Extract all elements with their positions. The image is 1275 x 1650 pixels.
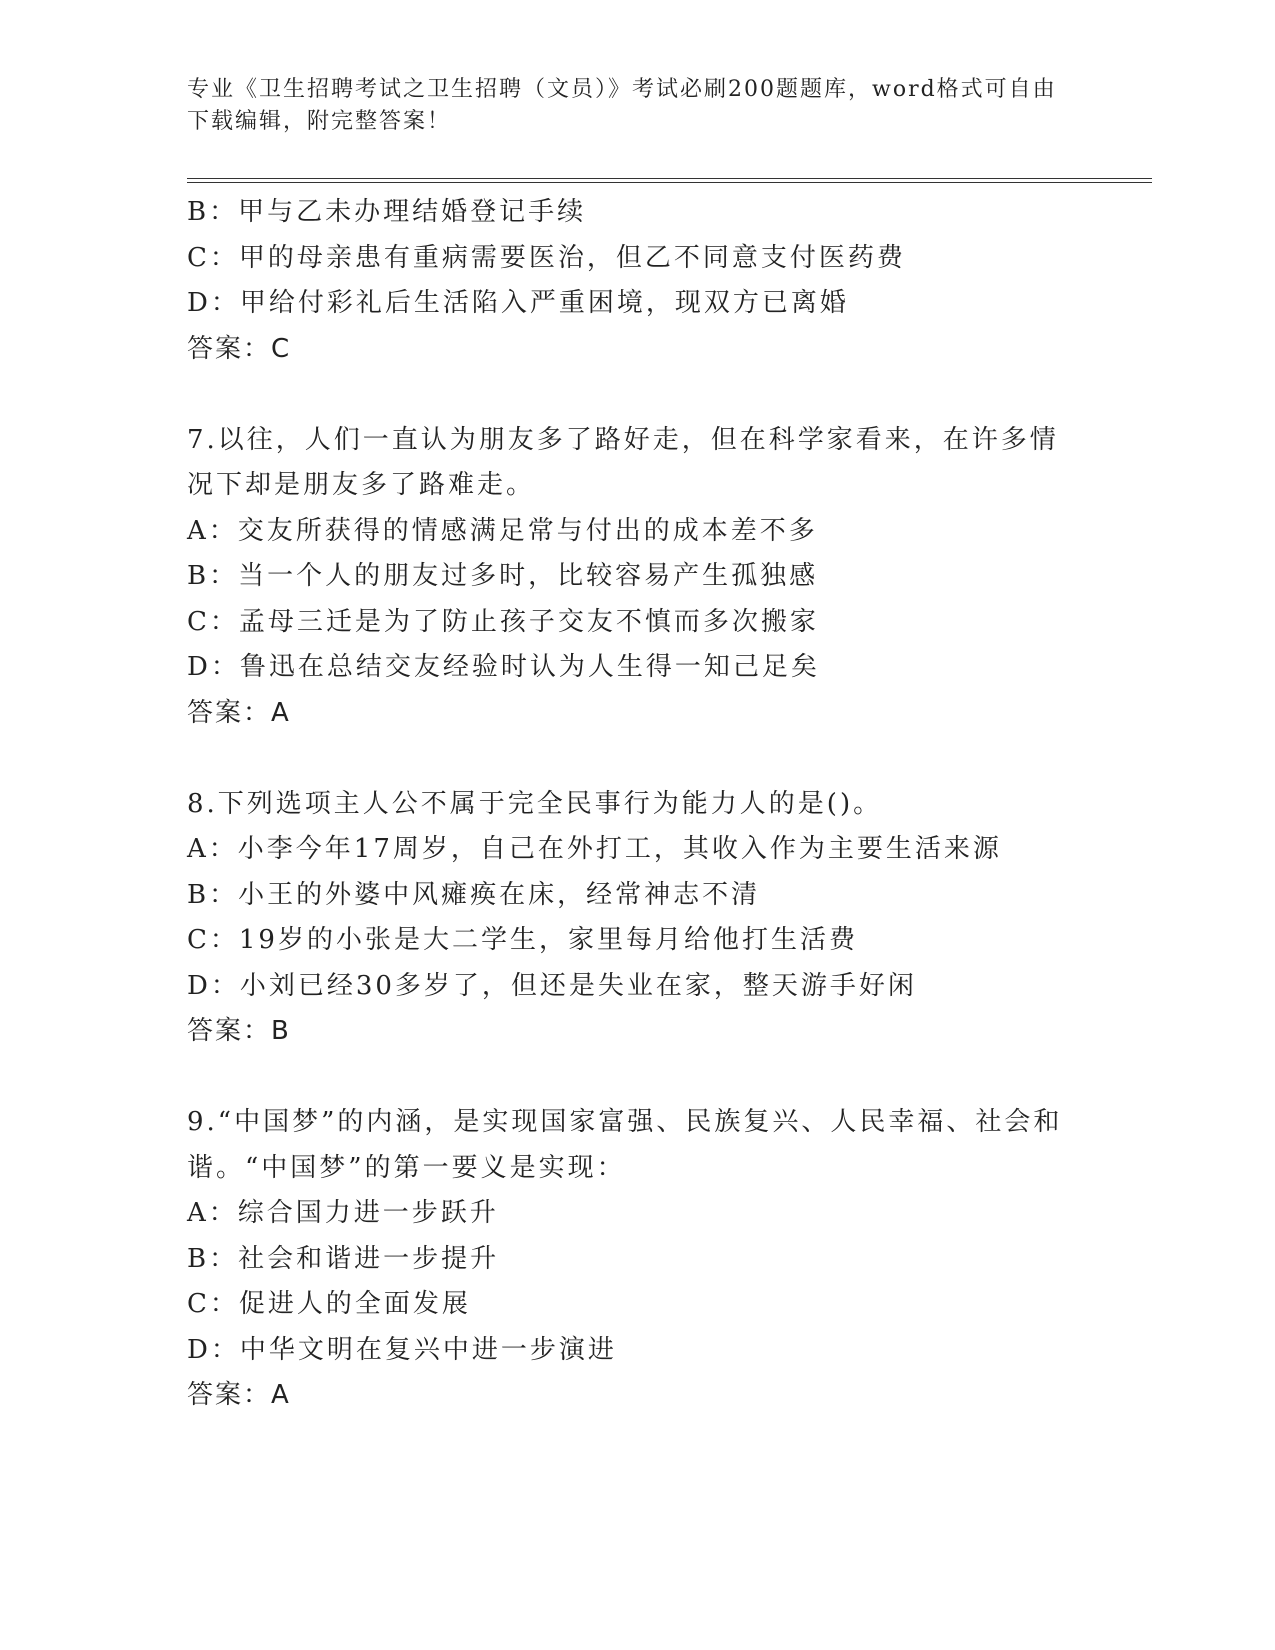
answer-line: 答案：C xyxy=(187,333,292,364)
answer-line: 答案：A xyxy=(187,697,291,728)
spacer xyxy=(187,736,1077,782)
option-b: B：社会和谐进一步提升 xyxy=(187,1243,500,1274)
option-a: A：交友所获得的情感满足常与付出的成本差不多 xyxy=(187,515,818,546)
option-d: D：中华文明在复兴中进一步演进 xyxy=(187,1334,617,1365)
question-6-continued xyxy=(187,190,1077,372)
answer-line: 答案：B xyxy=(187,1016,291,1046)
option-b: B：小王的外婆中风瘫痪在床，经常神志不清 xyxy=(187,879,761,910)
option-d: D：鲁迅在总结交友经验时认为人生得一知己足矣 xyxy=(187,652,820,682)
header-divider xyxy=(187,178,1152,183)
option-b: B：当一个人的朋友过多时，比较容易产生孤独感 xyxy=(187,561,819,591)
document-header: 专业《卫生招聘考试之卫生招聘（文员）》考试必刷200题题库，word格式可自由下载编辑，附完整答案！ xyxy=(187,77,1057,134)
spacer xyxy=(187,1055,1077,1101)
option-a: A：小李今年17周岁，自己在外打工，其收入作为主要生活来源 xyxy=(187,834,1002,864)
question-stem: 9.“中国梦”的内涵，是实现国家富强、民族复兴、人民幸福、社会和谐。“中国梦”的第一要义是实现： xyxy=(187,1107,1063,1183)
option-c: C：甲的母亲患有重病需要医治，但乙不同意支付医药费 xyxy=(187,242,906,273)
question-stem: 7.以往，人们一直认为朋友多了路好走，但在科学家看来，在许多情况下却是朋友多了路难走。 xyxy=(187,424,1059,500)
option-c: C：促进人的全面发展 xyxy=(187,1289,471,1319)
option-c: C：19岁的小张是大二学生，家里每月给他打生活费 xyxy=(187,925,858,955)
option-a: A：综合国力进一步跃升 xyxy=(187,1198,499,1228)
spacer xyxy=(187,372,1077,418)
question-8 xyxy=(187,782,1077,1055)
question-9 xyxy=(187,1100,1077,1419)
option-c: C：孟母三迁是为了防止孩子交友不慎而多次搬家 xyxy=(187,606,819,637)
option-b: B：甲与乙未办理结婚登记手续 xyxy=(187,197,587,227)
question-list xyxy=(187,190,1077,1419)
answer-line: 答案：A xyxy=(187,1380,291,1410)
option-d: D：小刘已经30多岁了，但还是失业在家，整天游手好闲 xyxy=(187,970,917,1001)
question-7 xyxy=(187,418,1077,737)
question-stem: 8.下列选项主人公不属于完全民事行为能力人的是()。 xyxy=(187,788,883,819)
option-d: D：甲给付彩礼后生活陷入严重困境，现双方已离婚 xyxy=(187,288,849,318)
